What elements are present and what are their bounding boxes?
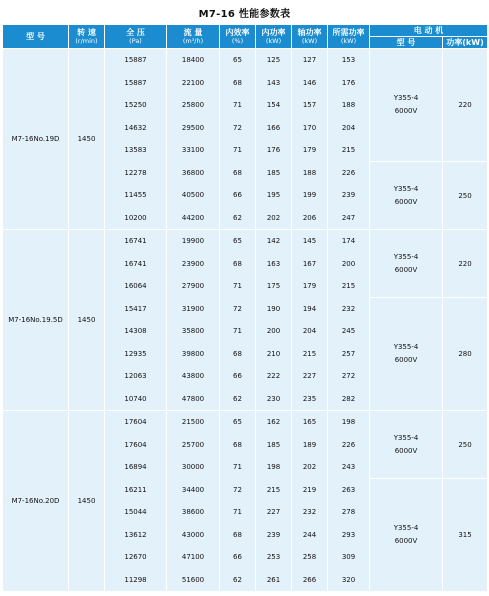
motor-power-cell: 250 [443,411,488,479]
flow-cell: 23900 [167,253,220,276]
inner-power-cell: 215 [256,479,292,502]
required-power-cell: 232 [328,298,370,321]
shaft-power-cell: 194 [292,298,328,321]
pressure-cell: 12670 [105,546,167,569]
header-flow: 流 量 (m³/h) [167,25,220,49]
efficiency-cell: 72 [220,479,256,502]
motor-power-cell: 250 [443,162,488,230]
efficiency-cell: 71 [220,275,256,298]
pressure-cell: 17604 [105,411,167,434]
shaft-power-cell: 266 [292,569,328,592]
motor-voltage-text: 6000V [394,537,418,545]
required-power-cell: 226 [328,162,370,185]
required-power-cell: 176 [328,72,370,95]
shaft-power-cell: 188 [292,162,328,185]
inner-power-cell: 230 [256,388,292,411]
inner-power-cell: 190 [256,298,292,321]
pressure-cell: 16064 [105,275,167,298]
inner-power-cell: 261 [256,569,292,592]
required-power-cell: 263 [328,479,370,502]
flow-cell: 47800 [167,388,220,411]
motor-model-text: Y355-4 [393,252,419,261]
header-shaft-power: 轴功率 (kW) [292,25,328,49]
inner-power-cell: 142 [256,230,292,253]
header-efficiency: 内效率 (%) [220,25,256,49]
required-power-cell: 200 [328,253,370,276]
efficiency-cell: 66 [220,365,256,388]
pressure-cell: 15417 [105,298,167,321]
efficiency-cell: 71 [220,501,256,524]
motor-voltage-text: 6000V [394,197,418,206]
flow-cell: 51600 [167,569,220,592]
flow-cell: 29500 [167,117,220,140]
pressure-cell: 15044 [105,501,167,524]
required-power-cell: 257 [328,343,370,366]
required-power-cell: 282 [328,388,370,411]
required-power-cell: 204 [328,117,370,140]
shaft-power-cell: 258 [292,546,328,569]
required-power-cell: 293 [328,524,370,547]
motor-model-text: Y355-4 [393,184,419,193]
shaft-power-cell: 165 [292,411,328,434]
flow-cell: 27900 [167,275,220,298]
flow-cell: 22100 [167,72,220,95]
inner-power-cell: 166 [256,117,292,140]
motor-model-cell [370,230,443,298]
pressure-cell: 16741 [105,230,167,253]
pressure-cell: 11455 [105,184,167,207]
fan-model-cell: M7-16No.19.5D [3,230,69,411]
required-power-cell: 174 [328,230,370,253]
flow-cell: 39800 [167,343,220,366]
shaft-power-cell: 227 [292,365,328,388]
efficiency-cell: 66 [220,184,256,207]
pressure-cell: 14632 [105,117,167,140]
pressure-cell: 12278 [105,162,167,185]
motor-voltage-text: 6000V [394,265,418,274]
motor-model-cell [370,479,443,592]
efficiency-cell: 68 [220,343,256,366]
required-power-cell: 278 [328,501,370,524]
fan-model-cell: M7-16No.20D [3,411,69,592]
motor-power-cell: 280 [443,298,488,411]
shaft-power-cell: 157 [292,94,328,117]
inner-power-cell: 200 [256,320,292,343]
fan-model-cell: M7-16No.19D [3,49,69,230]
flow-cell: 19900 [167,230,220,253]
required-power-cell: 309 [328,546,370,569]
motor-model-cell [370,411,443,479]
speed-cell: 1450 [69,230,105,411]
flow-cell: 34400 [167,479,220,502]
required-power-cell: 320 [328,569,370,592]
shaft-power-cell: 232 [292,501,328,524]
flow-cell: 47100 [167,546,220,569]
flow-cell: 36800 [167,162,220,185]
required-power-cell: 247 [328,207,370,230]
efficiency-cell: 68 [220,434,256,457]
header-speed: 转 速 (r/min) [69,25,105,49]
table-row [3,49,488,72]
pressure-cell: 13583 [105,139,167,162]
efficiency-cell: 71 [220,456,256,479]
shaft-power-cell: 127 [292,49,328,72]
inner-power-cell: 253 [256,546,292,569]
required-power-cell: 215 [328,275,370,298]
efficiency-cell: 72 [220,117,256,140]
efficiency-cell: 72 [220,298,256,321]
flow-cell: 44200 [167,207,220,230]
motor-model-text: Y355-4 [393,433,419,442]
flow-cell: 25800 [167,94,220,117]
efficiency-cell: 65 [220,49,256,72]
shaft-power-cell: 204 [292,320,328,343]
flow-cell: 43000 [167,524,220,547]
motor-model-cell [370,49,443,162]
efficiency-cell: 68 [220,253,256,276]
inner-power-cell: 202 [256,207,292,230]
efficiency-cell: 71 [220,94,256,117]
speed-cell: 1450 [69,411,105,592]
efficiency-cell: 62 [220,388,256,411]
shaft-power-cell: 167 [292,253,328,276]
pressure-cell: 12935 [105,343,167,366]
table-header [3,25,488,49]
table-row [3,411,488,434]
motor-model-cell [370,298,443,411]
pressure-cell: 15250 [105,94,167,117]
header-model: 型 号 [3,25,69,49]
shaft-power-cell: 219 [292,479,328,502]
flow-cell: 18400 [167,49,220,72]
table-body [3,49,488,592]
pressure-cell: 10200 [105,207,167,230]
flow-cell: 21500 [167,411,220,434]
pressure-cell: 17604 [105,434,167,457]
inner-power-cell: 125 [256,49,292,72]
shaft-power-cell: 244 [292,524,328,547]
inner-power-cell: 195 [256,184,292,207]
performance-table [2,24,488,592]
shaft-power-cell: 146 [292,72,328,95]
header-motor: 电 动 机 [370,25,488,37]
inner-power-cell: 176 [256,139,292,162]
pressure-cell: 14308 [105,320,167,343]
required-power-cell: 243 [328,456,370,479]
required-power-cell: 153 [328,49,370,72]
flow-cell: 38600 [167,501,220,524]
flow-cell: 31900 [167,298,220,321]
header-inner-power: 内功率 (kW) [256,25,292,49]
motor-power-cell: 220 [443,230,488,298]
speed-cell: 1450 [69,49,105,230]
pressure-cell: 16741 [105,253,167,276]
required-power-cell: 245 [328,320,370,343]
pressure-cell: 13612 [105,524,167,547]
motor-voltage-text: 6000V [394,356,418,364]
inner-power-cell: 185 [256,434,292,457]
motor-model-text: Y355-4 [393,524,419,532]
header-pressure: 全 压 (Pa) [105,25,167,49]
flow-cell: 35800 [167,320,220,343]
required-power-cell: 239 [328,184,370,207]
shaft-power-cell: 170 [292,117,328,140]
efficiency-cell: 65 [220,230,256,253]
motor-power-cell: 315 [443,479,488,592]
shaft-power-cell: 179 [292,139,328,162]
flow-cell: 25700 [167,434,220,457]
motor-model-cell [370,162,443,230]
flow-cell: 43800 [167,365,220,388]
efficiency-cell: 66 [220,546,256,569]
required-power-cell: 188 [328,94,370,117]
shaft-power-cell: 206 [292,207,328,230]
table-row [3,230,488,253]
required-power-cell: 272 [328,365,370,388]
efficiency-cell: 68 [220,72,256,95]
pressure-cell: 12063 [105,365,167,388]
flow-cell: 30000 [167,456,220,479]
required-power-cell: 215 [328,139,370,162]
required-power-cell: 198 [328,411,370,434]
inner-power-cell: 210 [256,343,292,366]
shaft-power-cell: 189 [292,434,328,457]
pressure-cell: 16894 [105,456,167,479]
pressure-cell: 16211 [105,479,167,502]
pressure-cell: 10740 [105,388,167,411]
inner-power-cell: 198 [256,456,292,479]
flow-cell: 33100 [167,139,220,162]
shaft-power-cell: 235 [292,388,328,411]
motor-power-cell: 220 [443,49,488,162]
pressure-cell: 11298 [105,569,167,592]
efficiency-cell: 62 [220,207,256,230]
shaft-power-cell: 179 [292,275,328,298]
motor-voltage-text: 6000V [394,107,418,115]
inner-power-cell: 154 [256,94,292,117]
header-motor-model: 型 号 [370,37,443,49]
efficiency-cell: 71 [220,139,256,162]
inner-power-cell: 185 [256,162,292,185]
inner-power-cell: 162 [256,411,292,434]
efficiency-cell: 68 [220,162,256,185]
inner-power-cell: 175 [256,275,292,298]
inner-power-cell: 222 [256,365,292,388]
shaft-power-cell: 215 [292,343,328,366]
efficiency-cell: 62 [220,569,256,592]
motor-voltage-text: 6000V [394,446,418,455]
inner-power-cell: 227 [256,501,292,524]
motor-model-text: Y355-4 [393,343,419,351]
shaft-power-cell: 202 [292,456,328,479]
pressure-cell: 15887 [105,72,167,95]
header-required-power: 所需功率 (kW) [328,25,370,49]
motor-model-text: Y355-4 [393,94,419,102]
flow-cell: 40500 [167,184,220,207]
shaft-power-cell: 145 [292,230,328,253]
pressure-cell: 15887 [105,49,167,72]
required-power-cell: 226 [328,434,370,457]
efficiency-cell: 68 [220,524,256,547]
efficiency-cell: 65 [220,411,256,434]
header-motor-power: 功率(kW) [443,37,488,49]
page-title: M7-16 性能参数表 [198,9,291,20]
inner-power-cell: 239 [256,524,292,547]
inner-power-cell: 143 [256,72,292,95]
shaft-power-cell: 199 [292,184,328,207]
efficiency-cell: 71 [220,320,256,343]
inner-power-cell: 163 [256,253,292,276]
